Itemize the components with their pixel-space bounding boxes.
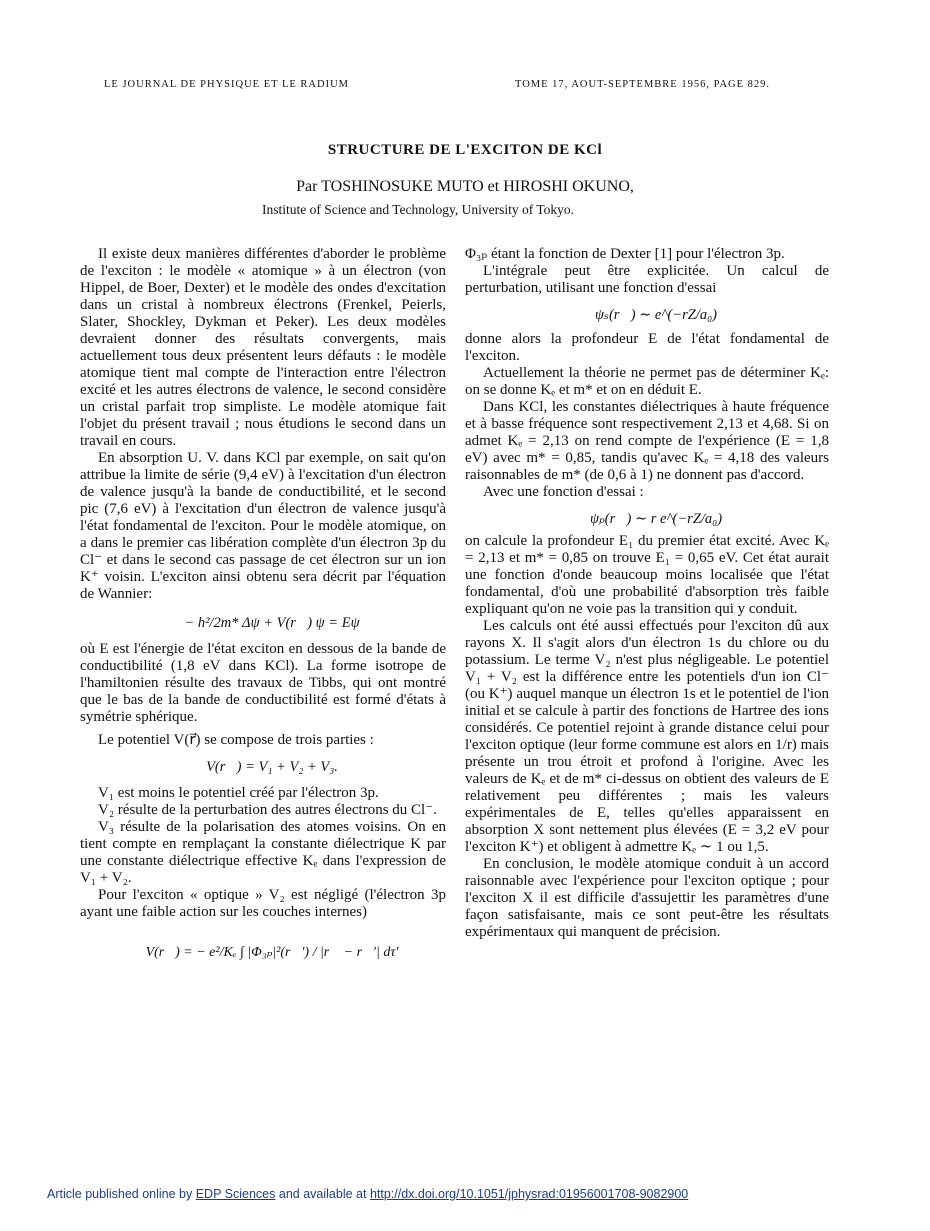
paragraph: donne alors la profondeur E de l'état fondamental de l'exciton. [465,331,829,364]
article-title: STRUCTURE DE L'EXCITON DE KCl [327,142,603,158]
paragraph: Le potentiel V(r⃗) se compose de trois parties : [98,732,374,748]
paragraph: Actuellement la théorie ne permet pas de déterminer Kₑ: on se donne Kₑ et m* et on en déduit E. [465,365,829,398]
left-column [80,246,446,963]
trial-function-p-equation: ψₚ(r⃗) ∼ r e^(−rZ/a₀) [589,511,723,527]
paragraph: Il existe deux manières différentes d'aborder le problème de l'exciton : le modèle « atomique » à un électron (von Hippel, de Boer, Dexter) et le modèle des ondes d'excitation dans un cristal à nombreux électrons (Frenkel, Peierls, Slater, Shockley, Dykman et Peker). Les deux modèles devraient donner des résultats convergents, mais actuellement tous deux présentent leurs défauts : le modèle atomique tient mal compte de l'interaction entre l'électron excité et les autres électrons de valence, le second considère un cristal parfait trop simpliste. Le modèle atomique fait l'objet du présent travail ; nous étudions le second dans un travail en cours. [80,246,446,449]
footer-prefix: Article published online by [47,1187,193,1201]
trial-function-s-equation: ψₛ(r⃗) ∼ e^(−rZ/a₀) [595,307,717,323]
paragraph: V₁ est moins le potentiel créé par l'électron 3p. [98,785,379,801]
article-authors: Par TOSHINOSUKE MUTO et HIROSHI OKUNO, [296,178,634,195]
paragraph: V₂ résulte de la perturbation des autres électrons du Cl⁻. [98,802,437,818]
paragraph: V₃ résulte de la polarisation des atomes voisins. On en tient compte en remplaçant la constante diélectrique K par une constante diélectrique effective Kₑ dans l'expression de V₁ + V₂. [80,819,446,886]
paragraph: où E est l'énergie de l'état exciton en dessous de la bande de conductibilité (1,8 eV dans KCl). La forme isotrope de l'hamiltonien résulte des travaux de Tibbs, qui ont montré que le bas de la bande de conductibilité est formé d'états à symétrie sphérique. [80,641,446,725]
potential-sum-equation: V(r⃗) = V₁ + V₂ + V₃. [206,759,338,775]
volume-page-header: TOME 17, AOUT-SEPTEMBRE 1956, PAGE 829. [515,79,771,90]
paragraph: Avec une fonction d'essai : [483,484,644,500]
potential-integral-equation: V(r⃗) = − e²/Kₑ ∫ |Φ₃ₚ|²(r⃗′) / |r⃗ − r⃗′| dτ′ [145,945,399,960]
paragraph: on calcule la profondeur E₁ du premier état excité. Avec Kₑ = 2,13 et m* = 0,85 on trouve E₁ = 0,65 eV. Cet état aurait une fonction d'onde beaucoup moins localisée que l'état fondamental, d'où une probabilité d'absorption très faible expliquant qu'on ne voie pas la transition qui y conduit. [465,533,829,617]
author-affiliation: Institute of Science and Technology, University of Tokyo. [262,202,575,217]
paragraph: Φ₃ₚ étant la fonction de Dexter [1] pour l'électron 3p. [465,246,785,262]
footer-middle: and available at [278,1187,367,1201]
journal-header: LE JOURNAL DE PHYSIQUE ET LE RADIUM [104,79,349,90]
paragraph: Pour l'exciton « optique » V₂ est négligé (l'électron 3p ayant une faible action sur les couches internes) [80,887,446,920]
paragraph: En conclusion, le modèle atomique conduit à un accord raisonnable avec l'expérience pour l'exciton optique ; pour l'exciton X il est difficile d'assujettir les paramètres d'une façon satisfaisante, mais ce sont peut-être les résultats expérimentaux qui manquent de précision. [465,856,829,940]
paragraph: Dans KCl, les constantes diélectriques à haute fréquence et à basse fréquence sont respectivement 2,13 et 4,68. Si on admet Kₑ = 2,13 on rend compte de l'expérience (E = 1,8 eV) avec m* = 0,85, tandis qu'avec Kₑ = 4,18 des valeurs raisonnables de m* (de 0,6 à 1) ne donnent pas d'accord. [465,399,829,483]
right-column [465,246,829,941]
paragraph: L'intégrale peut être explicitée. Un calcul de perturbation, utilisant une fonction d'essai [465,263,829,296]
wannier-equation: − h²/2m* Δψ + V(r⃗) ψ = Eψ [184,615,360,631]
publisher-link[interactable]: EDP Sciences [195,1187,276,1201]
doi-link[interactable]: http://dx.doi.org/10.1051/jphysrad:01956001708-9082900 [369,1187,689,1201]
publication-footer [47,1187,688,1201]
paragraph: Les calculs ont été aussi effectués pour l'exciton dû aux rayons X. Il s'agit alors d'un électron 1s du chlore ou du potassium. Le terme V₂ n'est plus négligeable. Le potentiel V₁ + V₂ est la différence entre les potentiels d'un ion Cl⁻ (ou K⁺) auquel manque un électron 1s et le potentiel de l'ion initial et se calcule à partir des fonctions de Hartree des ions considérés. Ce potentiel rejoint à grande distance celui pour l'exciton optique (leur forme commune est alors en 1/r) mais présente un trou étroit et profond à l'origine. Avec les valeurs de Kₑ et de m* ci-dessus on obtient des valeurs de E relativement peu différentes ; mais les valeurs expérimentales de E, telles qu'elles apparaissent en absorption X sont nettement plus élevées (E = 3,2 eV pour l'exciton K⁺) et obligent à admettre Kₑ ∼ 1 ou 1,5. [465,618,829,855]
paragraph: En absorption U. V. dans KCl par exemple, on sait qu'on attribue la limite de série (9,4 eV) à l'excitation d'un électron de valence jusqu'à la bande de conductibilité, et le second pic (7,6 eV) à l'excitation d'un électron de valence jusqu'à l'état fondamental de l'exciton. Pour le modèle atomique, on a dans le premier cas libération complète d'un électron 3p du Cl⁻ et dans le second cas passage de cet électron sur un ion K⁺ voisin. L'exciton ainsi obtenu sera décrit par l'équation de Wannier: [80,450,446,602]
